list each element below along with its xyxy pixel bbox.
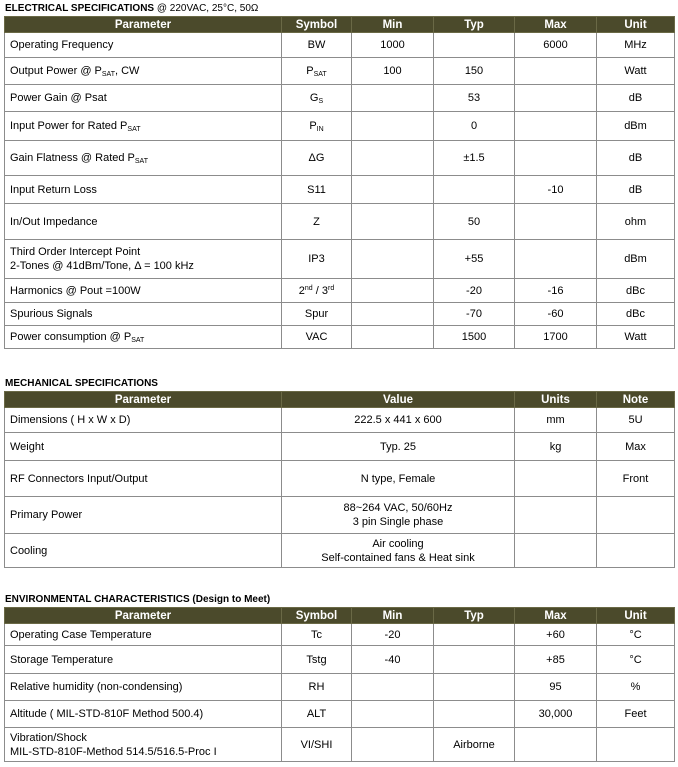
param-cell — [5, 701, 282, 728]
symbol-text: P — [306, 65, 314, 77]
symbol-cell: BW — [282, 33, 352, 58]
param-cell — [5, 85, 282, 112]
value-text: Air cooling — [372, 537, 424, 550]
mechanical-table — [4, 391, 675, 568]
typ-cell — [434, 176, 515, 204]
unit-cell: dB — [597, 141, 675, 176]
mechanical-section-title — [5, 378, 158, 390]
units-cell — [515, 534, 597, 568]
max-cell — [515, 112, 597, 141]
unit-cell: Watt — [597, 326, 675, 349]
param-text: Vibration/Shock — [10, 731, 87, 744]
table-row — [5, 461, 675, 497]
max-cell — [515, 141, 597, 176]
max-cell: 30,000 — [515, 701, 597, 728]
note-cell: Front — [597, 461, 675, 497]
unit-cell: dBc — [597, 279, 675, 303]
header-min: Min — [352, 608, 434, 624]
header-units: Units — [515, 392, 597, 408]
table-row — [5, 728, 675, 762]
typ-cell: 50 — [434, 204, 515, 240]
table-row — [5, 141, 675, 176]
header-note: Note — [597, 392, 675, 408]
min-cell — [352, 279, 434, 303]
table-row — [5, 112, 675, 141]
param-text: Storage Temperature — [10, 653, 114, 666]
param-cell — [5, 646, 282, 674]
unit-cell: MHz — [597, 33, 675, 58]
note-cell — [597, 534, 675, 568]
value-text-line2: Self-contained fans & Heat sink — [321, 551, 475, 564]
param-cell: Cooling — [5, 534, 282, 568]
symbol-text: G — [309, 92, 319, 104]
header-typ: Typ — [434, 17, 515, 33]
header-value: Value — [282, 392, 515, 408]
min-cell — [352, 303, 434, 326]
symbol-cell: Spur — [282, 303, 352, 326]
header-symbol: Symbol — [282, 17, 352, 33]
table-row — [5, 279, 675, 303]
typ-cell: 53 — [434, 85, 515, 112]
max-cell: 6000 — [515, 33, 597, 58]
table-row — [5, 326, 675, 349]
unit-cell: Feet — [597, 701, 675, 728]
units-cell — [515, 497, 597, 534]
electrical-table — [4, 16, 675, 349]
unit-cell: Watt — [597, 58, 675, 85]
min-cell — [352, 701, 434, 728]
table-row — [5, 85, 675, 112]
param-text: Harmonics @ Pout =100W — [10, 284, 141, 297]
param-text: Third Order Intercept Point — [10, 246, 141, 258]
max-cell — [515, 204, 597, 240]
unit-cell: ohm — [597, 204, 675, 240]
typ-cell: ±1.5 — [434, 141, 515, 176]
unit-cell: dBm — [597, 240, 675, 279]
value-text: 222.5 x 441 x 600 — [354, 414, 442, 426]
typ-cell: 1500 — [434, 326, 515, 349]
min-cell — [352, 176, 434, 204]
symbol-cell — [282, 58, 352, 85]
param-cell — [5, 624, 282, 646]
header-min: Min — [352, 17, 434, 33]
header-symbol: Symbol — [282, 608, 352, 624]
header-parameter: Parameter — [5, 608, 282, 624]
min-cell — [352, 204, 434, 240]
min-cell: -40 — [352, 646, 434, 674]
max-cell: +60 — [515, 624, 597, 646]
symbol-cell — [282, 279, 352, 303]
param-text: In/Out Impedance — [10, 215, 98, 228]
table-row — [5, 176, 675, 204]
param-text-line2: 2-Tones @ 41dBm/Tone, Δ = 100 kHz — [10, 260, 194, 272]
symbol-text: P — [309, 120, 317, 132]
table-row — [5, 303, 675, 326]
note-cell: Max — [597, 433, 675, 461]
note-cell — [597, 497, 675, 534]
min-cell — [352, 326, 434, 349]
value-text-line2: 3 pin Single phase — [352, 516, 444, 528]
typ-cell — [434, 674, 515, 701]
symbol-cell — [282, 112, 352, 141]
header-max: Max — [515, 17, 597, 33]
symbol-subscript: S — [318, 98, 324, 105]
param-text: Operating Case Temperature — [10, 628, 152, 641]
table-row — [5, 433, 675, 461]
min-cell — [352, 85, 434, 112]
param-cell — [5, 279, 282, 303]
units-cell: kg — [515, 433, 597, 461]
symbol-cell: ALT — [282, 701, 352, 728]
min-cell: -20 — [352, 624, 434, 646]
param-cell: RF Connectors Input/Output — [5, 461, 282, 497]
param-subscript: SAT — [101, 71, 115, 78]
electrical-conditions: @ 220VAC, 25°C, 50Ω — [156, 3, 259, 14]
header-unit: Unit — [597, 608, 675, 624]
max-cell — [515, 240, 597, 279]
param-text: Input Return Loss — [10, 183, 97, 196]
param-cell — [5, 33, 282, 58]
param-suffix: , CW — [114, 65, 140, 77]
param-text-line2: MIL-STD-810F-Method 514.5/516.5-Proc I — [10, 745, 217, 758]
typ-cell — [434, 701, 515, 728]
electrical-title-text: ELECTRICAL SPECIFICATIONS — [5, 3, 155, 14]
param-text: Input Power for Rated P — [10, 120, 128, 132]
param-subscript: SAT — [131, 337, 145, 344]
table-row — [5, 497, 675, 534]
mechanical-title-text: MECHANICAL SPECIFICATIONS — [5, 378, 158, 389]
table-row — [5, 204, 675, 240]
param-cell — [5, 303, 282, 326]
param-cell — [5, 240, 282, 279]
param-cell — [5, 204, 282, 240]
param-cell — [5, 141, 282, 176]
symbol-superscript: nd — [304, 284, 313, 292]
min-cell: 1000 — [352, 33, 434, 58]
param-cell — [5, 176, 282, 204]
typ-cell: 150 — [434, 58, 515, 85]
unit-cell: °C — [597, 624, 675, 646]
unit-cell: % — [597, 674, 675, 701]
value-text: 88~264 VAC, 50/60Hz — [343, 502, 453, 514]
max-cell — [515, 58, 597, 85]
value-text: N type, Female — [360, 472, 436, 485]
param-text: Output Power @ P — [10, 65, 102, 77]
max-cell: 95 — [515, 674, 597, 701]
param-cell — [5, 728, 282, 762]
param-subscript: SAT — [127, 126, 141, 133]
max-cell — [515, 728, 597, 762]
param-cell — [5, 58, 282, 85]
units-cell — [515, 461, 597, 497]
typ-cell: -20 — [434, 279, 515, 303]
units-cell: mm — [515, 408, 597, 433]
value-cell — [282, 534, 515, 568]
min-cell — [352, 240, 434, 279]
header-parameter: Parameter — [5, 392, 282, 408]
symbol-cell: Tstg — [282, 646, 352, 674]
param-cell — [5, 112, 282, 141]
param-text: Spurious Signals — [10, 308, 93, 320]
param-cell — [5, 674, 282, 701]
param-cell: Weight — [5, 433, 282, 461]
environmental-table — [4, 607, 675, 762]
electrical-section-title — [5, 3, 258, 15]
typ-cell: -70 — [434, 303, 515, 326]
typ-cell: +55 — [434, 240, 515, 279]
symbol-cell — [282, 85, 352, 112]
value-cell — [282, 433, 515, 461]
symbol-cell: VAC — [282, 326, 352, 349]
mechanical-header-row — [5, 392, 675, 408]
table-row — [5, 534, 675, 568]
typ-cell — [434, 624, 515, 646]
param-cell — [5, 326, 282, 349]
min-cell: 100 — [352, 58, 434, 85]
header-unit: Unit — [597, 17, 675, 33]
param-cell: Primary Power — [5, 497, 282, 534]
param-text: Gain Flatness @ Rated P — [10, 152, 135, 164]
header-parameter: Parameter — [5, 17, 282, 33]
table-row — [5, 674, 675, 701]
value-text: Typ. 25 — [379, 440, 417, 453]
environmental-section-title — [5, 594, 270, 606]
unit-cell: dBm — [597, 112, 675, 141]
value-cell — [282, 408, 515, 433]
min-cell — [352, 141, 434, 176]
typ-cell: 0 — [434, 112, 515, 141]
symbol-cell: S11 — [282, 176, 352, 204]
unit-cell: °C — [597, 646, 675, 674]
symbol-text-mid: / 3 — [312, 284, 328, 297]
min-cell — [352, 112, 434, 141]
table-row — [5, 33, 675, 58]
symbol-text: 2 — [298, 284, 305, 297]
param-cell: Dimensions ( H x W x D) — [5, 408, 282, 433]
param-text: Power Gain @ Psat — [10, 92, 107, 104]
environmental-header-row — [5, 608, 675, 624]
min-cell — [352, 728, 434, 762]
max-cell: -60 — [515, 303, 597, 326]
symbol-cell: VI/SHI — [282, 728, 352, 762]
typ-cell: Airborne — [434, 728, 515, 762]
max-cell: +85 — [515, 646, 597, 674]
symbol-subscript: IN — [316, 126, 324, 133]
value-cell — [282, 461, 515, 497]
header-max: Max — [515, 608, 597, 624]
symbol-subscript: SAT — [313, 71, 327, 78]
symbol-superscript-2: rd — [327, 284, 335, 292]
header-typ: Typ — [434, 608, 515, 624]
max-cell: -10 — [515, 176, 597, 204]
environmental-title-text: ENVIRONMENTAL CHARACTERISTICS (Design to Meet) — [5, 594, 271, 605]
unit-cell: dBc — [597, 303, 675, 326]
param-text: Relative humidity (non-condensing) — [10, 681, 183, 693]
param-text: Altitude ( MIL-STD-810F Method 500.4) — [10, 708, 204, 720]
unit-cell: dB — [597, 176, 675, 204]
symbol-cell: ΔG — [282, 141, 352, 176]
table-row — [5, 58, 675, 85]
typ-cell — [434, 33, 515, 58]
typ-cell — [434, 646, 515, 674]
param-text: Operating Frequency — [10, 39, 114, 51]
table-row — [5, 624, 675, 646]
note-cell: 5U — [597, 408, 675, 433]
max-cell: 1700 — [515, 326, 597, 349]
unit-cell — [597, 728, 675, 762]
symbol-cell: RH — [282, 674, 352, 701]
param-text: Power consumption @ P — [10, 331, 132, 343]
value-cell — [282, 497, 515, 534]
symbol-cell: IP3 — [282, 240, 352, 279]
max-cell: -16 — [515, 279, 597, 303]
table-row — [5, 408, 675, 433]
symbol-cell: Tc — [282, 624, 352, 646]
symbol-cell: Z — [282, 204, 352, 240]
max-cell — [515, 85, 597, 112]
electrical-header-row — [5, 17, 675, 33]
table-row — [5, 701, 675, 728]
param-subscript: SAT — [134, 158, 148, 165]
unit-cell: dB — [597, 85, 675, 112]
table-row — [5, 646, 675, 674]
min-cell — [352, 674, 434, 701]
table-row — [5, 240, 675, 279]
